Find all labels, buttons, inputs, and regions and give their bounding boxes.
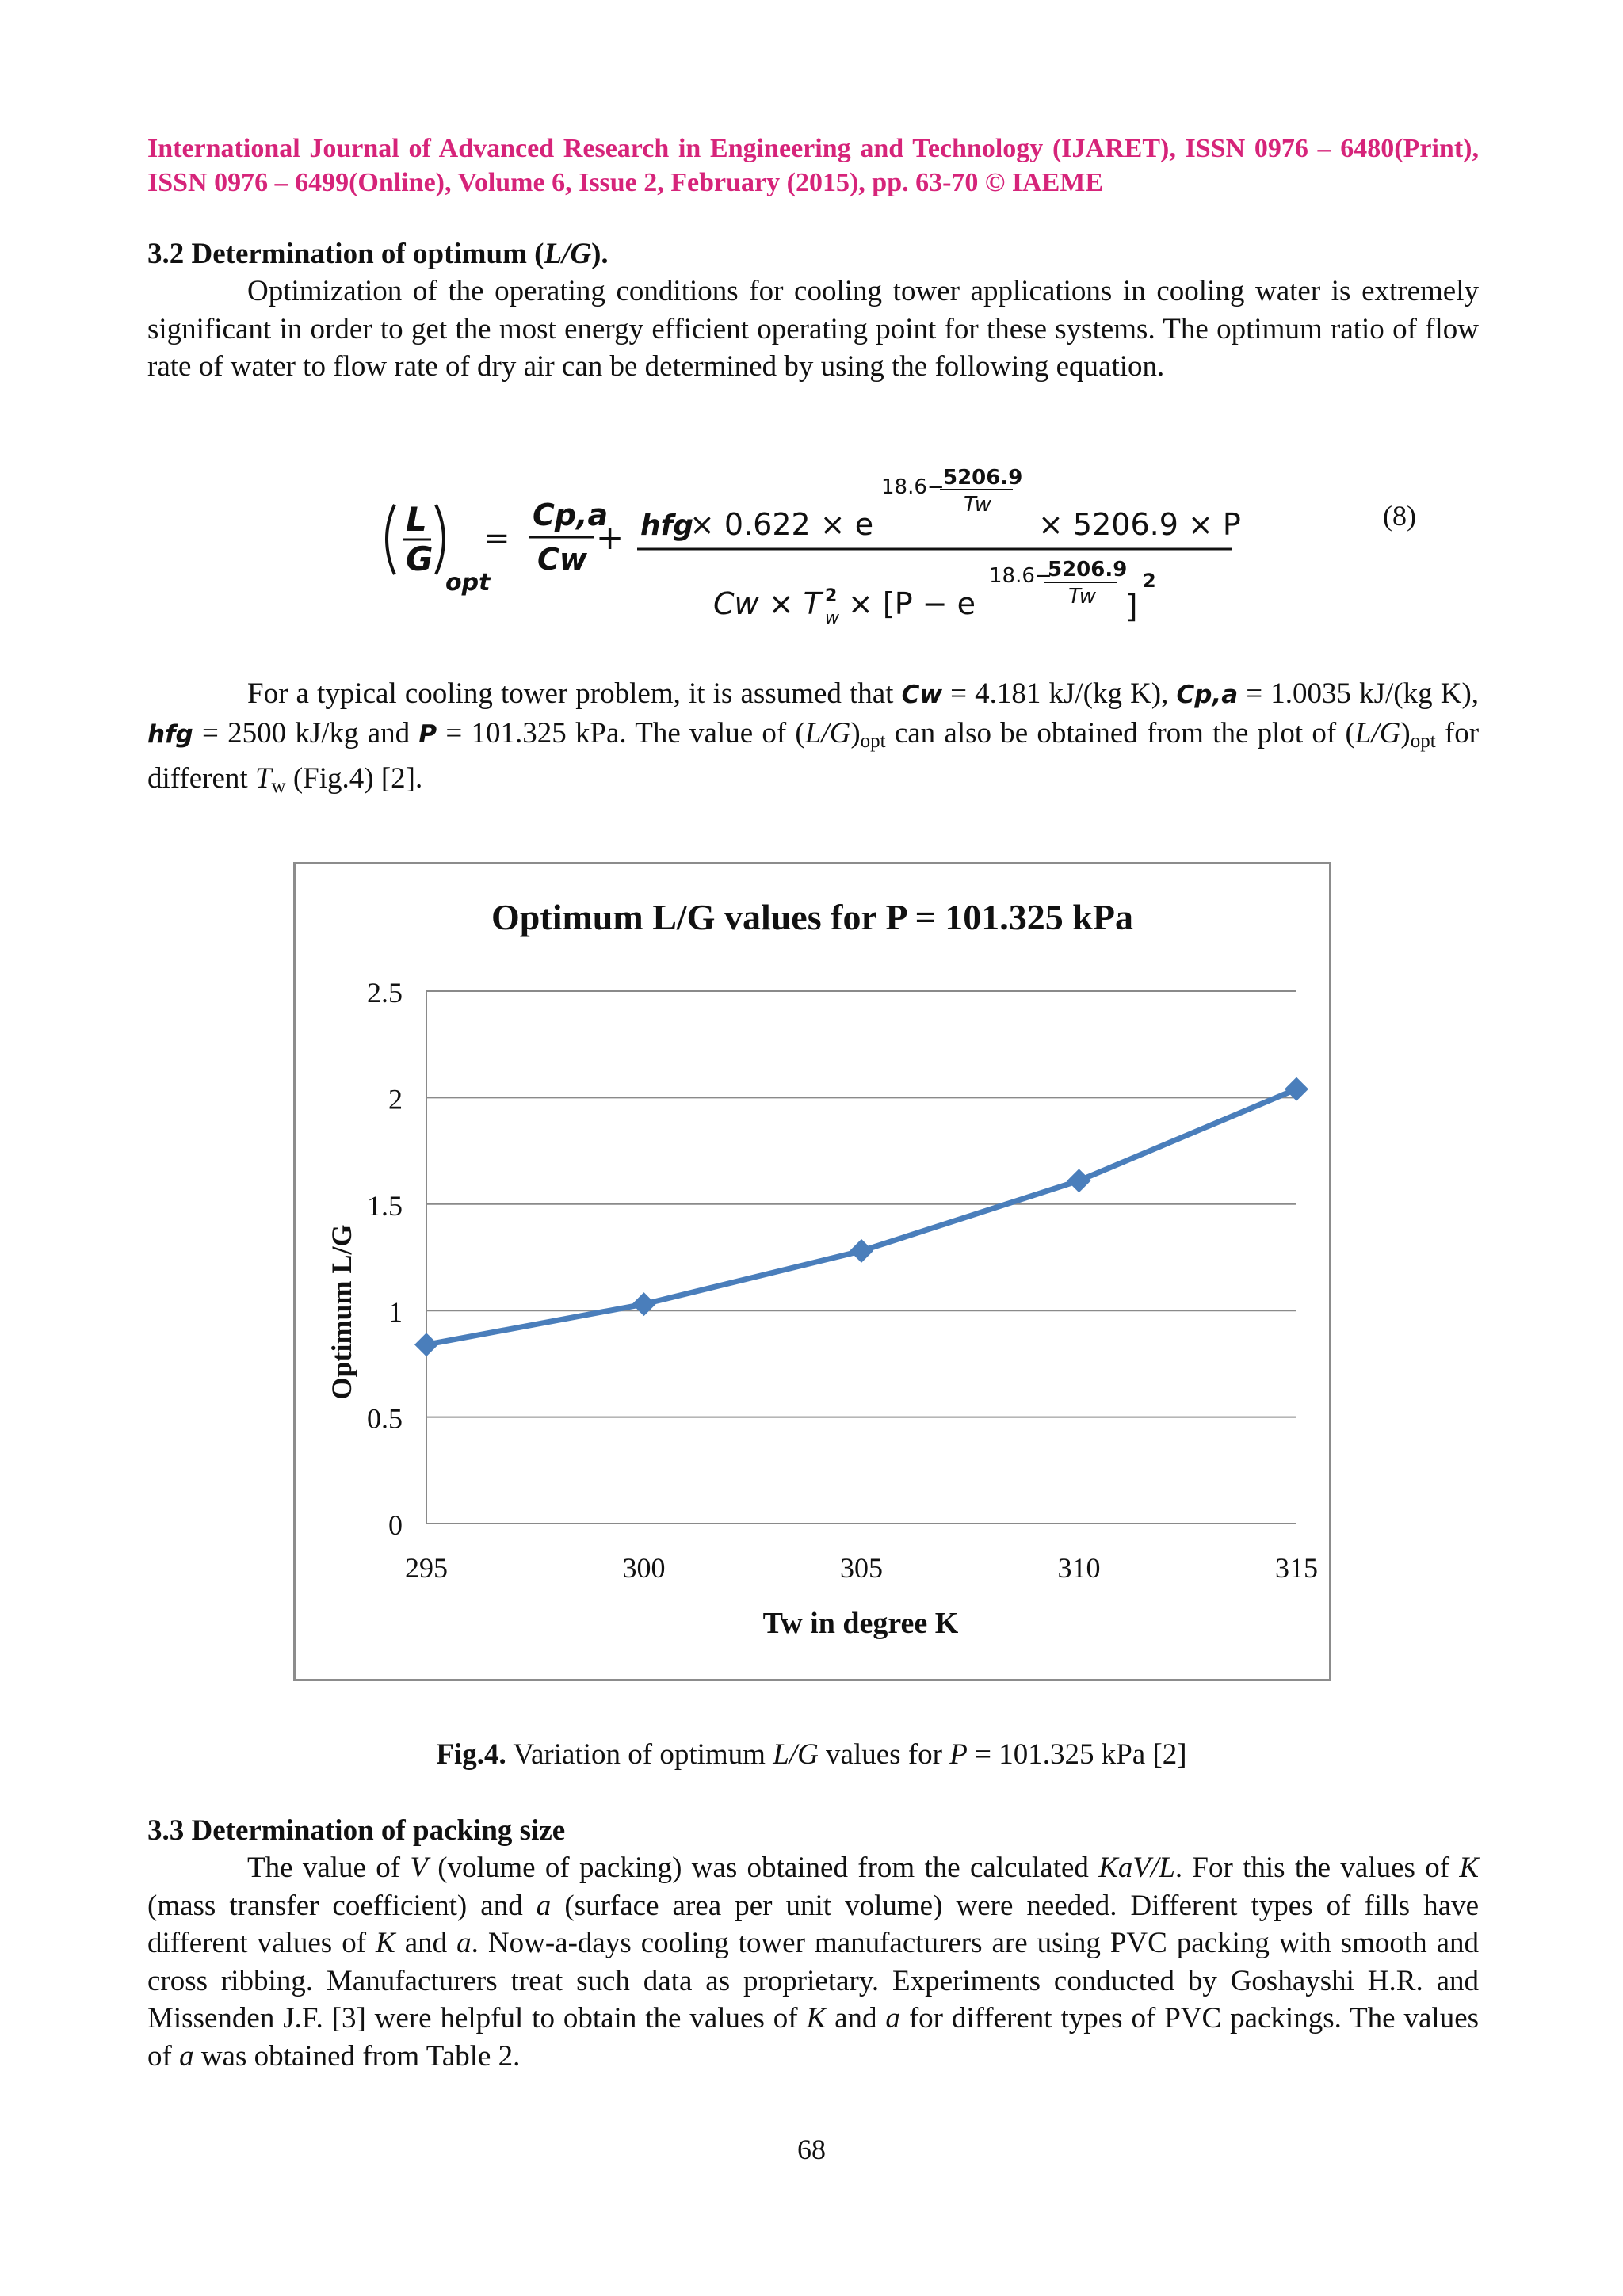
denominator-text: Cw × T	[713, 586, 822, 621]
figure-4-frame	[293, 862, 1331, 1681]
x-tick-label: 310	[1057, 1552, 1101, 1584]
data-point-marker	[1067, 1169, 1091, 1192]
tw-subscript: w	[825, 608, 839, 628]
den-exponent-numerator: 5206.9	[1048, 558, 1128, 582]
section-3-2-paragraph: Optimization of the operating conditions for cooling tower applications in cooling water is extremely significant in order to get the most energy efficient operating point for these systems. The optimum ratio of flow rate of water to flow rate of dry air can be determined by using the following equation.	[147, 275, 1479, 383]
y-tick-label: 0.5	[367, 1402, 403, 1435]
exponent-denominator: Tw	[964, 493, 992, 517]
den-exponent-denominator: Tw	[1068, 585, 1097, 608]
right-bracket: ]	[1125, 589, 1138, 625]
heading-italic: L/G	[544, 238, 592, 270]
y-tick-label: 1.5	[367, 1189, 403, 1222]
caption-label: Fig.4.	[436, 1738, 506, 1771]
plus-sign: +	[596, 518, 624, 557]
chart-y-axis-label: Optimum L/G	[326, 1224, 357, 1400]
chart-x-axis-label: Tw in degree K	[762, 1607, 959, 1640]
data-point-marker	[414, 1333, 438, 1356]
section-3-3-paragraph: The value of V (volume of packing) was obtained from the calculated KaV/L. For this the values of K (mass transfer coefficient) and a (surface area per unit volume) were needed. Different types of fills have different values of K and a. Now-a-days cooling tower manufacturers are using PVC packing with smooth and cross ribbing. Manufacturers treat such data as proprietary. Experiments conducted by Goshayshi H.R. and Missenden J.F. [3] were helpful to obtain the values of K and a for different types of PVC packings. The values of a was obtained from Table 2.	[147, 1852, 1480, 2073]
y-tick-label: 2	[388, 1083, 403, 1116]
x-tick-label: 305	[840, 1552, 883, 1584]
section-heading-3-2	[147, 236, 609, 273]
equation-number: (8)	[1383, 500, 1416, 532]
cpa-symbol: Cp,a	[1176, 681, 1239, 709]
y-tick-label: 1	[388, 1296, 403, 1329]
lhs-numerator: L	[406, 500, 427, 539]
figure-4-caption: Fig.4. Variation of optimum L/G values for P = 101.325 kPa [2]	[436, 1738, 1187, 1771]
x-tick-label: 315	[1275, 1552, 1318, 1584]
numerator-text: × 0.622 × e	[689, 507, 874, 542]
x-tick-label: 300	[622, 1552, 666, 1584]
optimum-lg-chart	[296, 864, 1329, 1679]
page-number: 68	[797, 2134, 826, 2165]
assumptions-paragraph: For a typical cooling tower problem, it is assumed that Cw = 4.181 kJ/(kg K), Cp,a = 1.0035 kJ/(kg K), hfg = 2500 kJ/kg and P = 101.325 kPa. The value of $(L/G)_{opt}$ can also be obtained from the plot of $(L/G)_{opt}$ for different $T_w$ (Fig.4) [2].	[147, 677, 1480, 797]
section-heading-3-3: 3.3 Determination of packing size	[147, 1814, 566, 1847]
p-symbol: P	[418, 719, 437, 749]
journal-header: International Journal of Advanced Research in Engineering and Technology (IJARET), ISSN 0976 – 6480(Print), ISSN 0976 – 6499(Online), Volume 6, Issue 2, February (2015), pp. 63-70 © IAEME	[147, 134, 1479, 197]
data-point-marker	[632, 1292, 656, 1316]
heading-suffix: ).	[591, 238, 609, 270]
equals-sign: =	[483, 521, 510, 557]
series-line	[426, 1089, 1296, 1345]
right-paren	[436, 505, 444, 574]
data-point-marker	[850, 1239, 873, 1263]
den-exponent-constant: 18.6−	[989, 564, 1052, 588]
lhs-subscript: opt	[445, 569, 491, 597]
heading-text: 3.2 Determination of optimum (	[147, 238, 544, 270]
chart-title: Optimum L/G values for P = 101.325 kPa	[491, 897, 1133, 937]
hfg-symbol: hfg	[640, 509, 694, 542]
left-paren	[387, 505, 395, 574]
tw-superscript: 2	[825, 586, 838, 606]
x-tick-label: 295	[405, 1552, 448, 1584]
optimum-lg-equation	[372, 456, 1276, 638]
numerator-tail: × 5206.9 × P	[1038, 507, 1241, 542]
lhs-denominator: G	[406, 540, 433, 578]
cpa-numerator: Cp,a	[533, 498, 609, 532]
cw-denominator: Cw	[537, 542, 587, 577]
bracket-square: 2	[1143, 570, 1156, 592]
y-tick-label: 0	[388, 1509, 403, 1541]
exponent-numerator: 5206.9	[943, 466, 1023, 490]
y-tick-label: 2.5	[367, 977, 403, 1009]
exponent-constant: 18.6−	[881, 475, 945, 499]
denominator-bracket: × [P − e	[848, 586, 976, 621]
hfg-symbol-inline: hfg	[147, 719, 193, 749]
cw-symbol: Cw	[901, 681, 942, 709]
